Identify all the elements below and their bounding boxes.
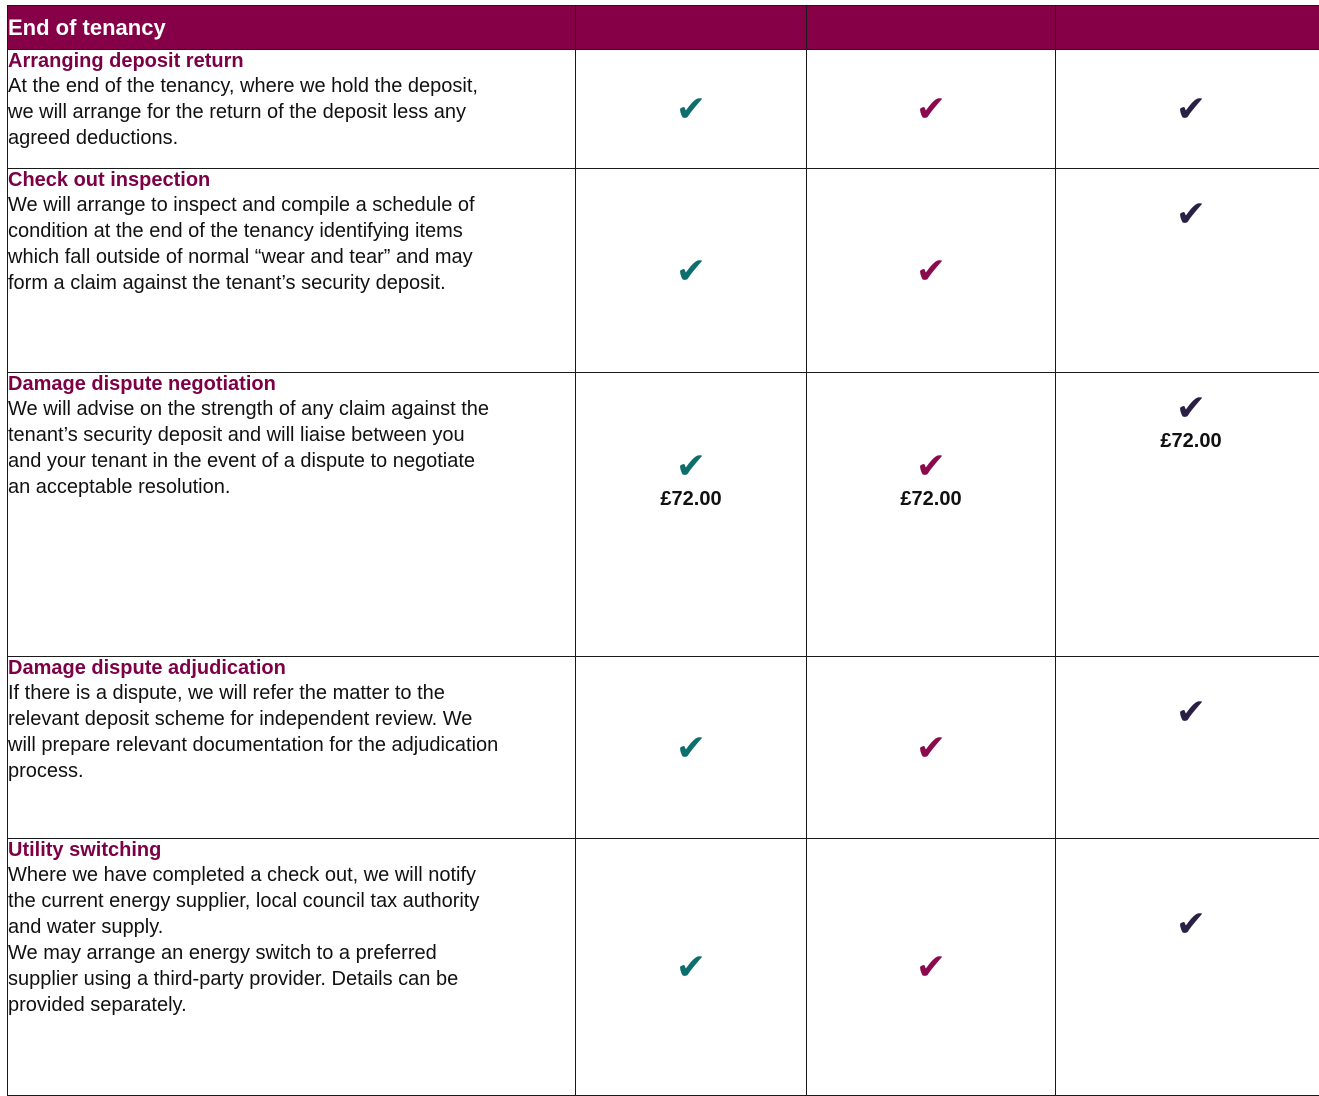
check-mark-icon: ✔ <box>1056 389 1319 427</box>
service-title: Damage dispute negotiation <box>8 373 575 396</box>
service-title: Damage dispute adjudication <box>8 657 575 680</box>
fee-amount: £72.00 <box>576 487 806 511</box>
plan-cell <box>1056 169 1319 373</box>
check-mark-icon: ✔ <box>807 447 1055 485</box>
service-title: Arranging deposit return <box>8 50 575 73</box>
plan-cell <box>576 50 807 169</box>
service-body: If there is a dispute, we will refer the matter to the relevant deposit scheme for independent review. We will prepare relevant documentation for the adjudication process. <box>8 680 575 784</box>
plan-cell <box>1056 657 1319 839</box>
section-title: End of tenancy <box>8 6 576 50</box>
plan-cell <box>807 373 1056 657</box>
header-cell-blank <box>576 6 807 50</box>
plan-cell <box>576 839 807 1096</box>
table-row <box>8 50 1319 169</box>
plan-cell <box>1056 50 1319 169</box>
header-cell-blank <box>1056 6 1319 50</box>
table-header-row <box>8 6 1319 50</box>
service-description <box>8 839 576 1096</box>
check-mark-icon: ✔ <box>1056 693 1319 731</box>
service-description <box>8 50 576 169</box>
service-body: We will advise on the strength of any claim against the tenant’s security deposit and will liaise between you and your tenant in the event of a dispute to negotiate an acceptable resolution. <box>8 396 575 500</box>
service-body: We will arrange to inspect and compile a schedule of condition at the end of the tenancy identifying items which fall outside of normal “wear and tear” and may form a claim against the tenant’s security deposit. <box>8 192 575 296</box>
check-mark-icon: ✔ <box>807 252 1055 290</box>
fee-amount: £72.00 <box>807 487 1055 511</box>
plan-cell <box>576 373 807 657</box>
plan-cell <box>1056 373 1319 657</box>
table-row <box>8 839 1319 1096</box>
check-mark-icon: ✔ <box>576 90 806 128</box>
check-mark-icon: ✔ <box>807 90 1055 128</box>
fee-amount: £72.00 <box>1056 429 1319 453</box>
check-mark-icon: ✔ <box>576 729 806 767</box>
header-cell-blank <box>807 6 1056 50</box>
service-description <box>8 657 576 839</box>
table-row <box>8 373 1319 657</box>
plan-cell <box>576 169 807 373</box>
check-mark-icon: ✔ <box>807 948 1055 986</box>
plan-cell <box>1056 839 1319 1096</box>
check-mark-icon: ✔ <box>1056 195 1319 233</box>
check-mark-icon: ✔ <box>1056 90 1319 128</box>
service-description <box>8 169 576 373</box>
plan-cell <box>807 169 1056 373</box>
service-body: Where we have completed a check out, we will notify the current energy supplier, local council tax authority and water supply. We may arrange an energy switch to a preferred supplier using a third-party provider. Details can be provided separately. <box>8 862 575 1018</box>
check-mark-icon: ✔ <box>1056 905 1319 943</box>
service-description <box>8 373 576 657</box>
check-mark-icon: ✔ <box>576 948 806 986</box>
service-title: Check out inspection <box>8 169 575 192</box>
plan-cell <box>807 50 1056 169</box>
service-body: At the end of the tenancy, where we hold the deposit, we will arrange for the return of the deposit less any agreed deductions. <box>8 73 575 151</box>
plan-cell <box>807 657 1056 839</box>
check-mark-icon: ✔ <box>807 729 1055 767</box>
service-comparison-table <box>7 5 1319 1096</box>
check-mark-icon: ✔ <box>576 447 806 485</box>
table-row <box>8 169 1319 373</box>
service-title: Utility switching <box>8 839 575 862</box>
table-row <box>8 657 1319 839</box>
check-mark-icon: ✔ <box>576 252 806 290</box>
plan-cell <box>576 657 807 839</box>
plan-cell <box>807 839 1056 1096</box>
